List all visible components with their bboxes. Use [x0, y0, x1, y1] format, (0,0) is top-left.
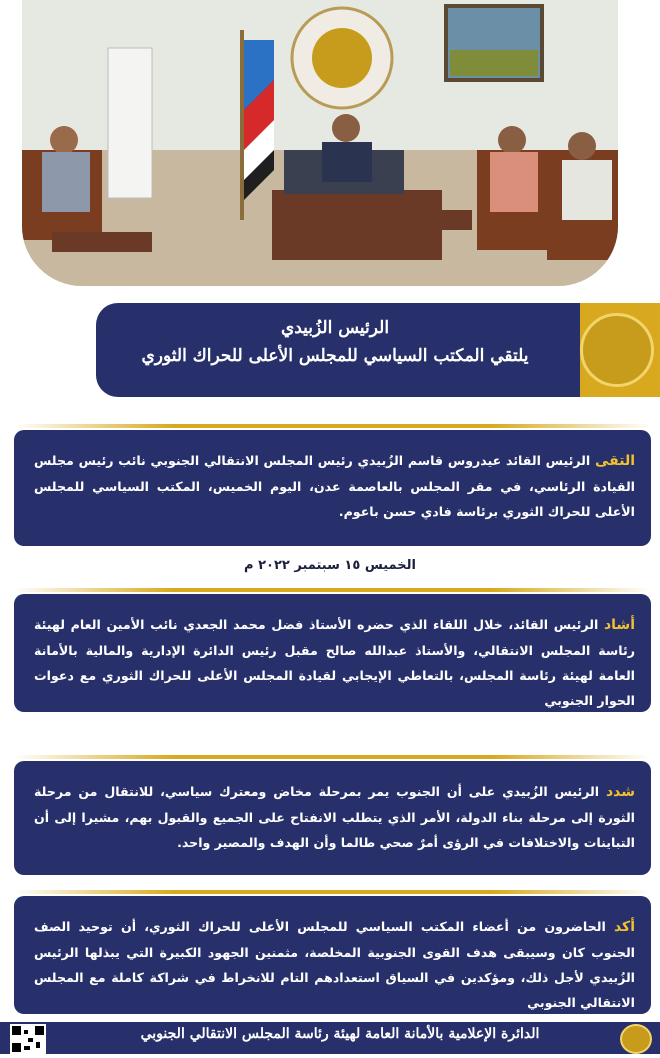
date-line: الخميس ١٥ سبتمبر ٢٠٢٢ م — [244, 558, 416, 573]
title-line2: يلتقي المكتب السياسي للمجلس الأعلى للحراك الثوري — [141, 346, 529, 366]
paragraph-card — [14, 896, 651, 1014]
paragraph-text: الرئيس الزُبيدي على أن الجنوب يمر بمرحلة مخاض ومعترك سياسي، للانتقال من مرحلة الثورة إلى مرحلة بناء الدولة، الأمر الذي يتطلب الانفتاح على الجميع والقبول بهم، مشيرا إلى أن التباينات والاختلافات في الرؤى أمرٌ صحي طالما وأن الهدف والمصير واحد. — [34, 784, 635, 850]
paragraph-lead: التقى — [594, 453, 635, 469]
qr-code-icon — [10, 1024, 46, 1054]
paragraph-lead: شدد — [605, 784, 635, 800]
paragraph-lead: أكد — [613, 919, 635, 935]
council-logo-small — [620, 1024, 652, 1054]
gold-divider — [14, 588, 651, 592]
paragraph-text: الحاضرون من أعضاء المكتب السياسي للمجلس الأعلى للحراك الثوري، أن توحيد الصف الجنوب كان وسيبقى هدف القوى الجنوبية المخلصة، مثمنين الجهود الكبيرة التي يبذلها الرئيس الزُبيدي لأجل ذلك، ومؤكدين في السياق استعدادهم التام للانخراط في شراكة كاملة مع المجلس الانتقالي الجنوبي — [34, 919, 635, 1010]
paragraph-card — [14, 594, 651, 712]
paragraph-card — [14, 430, 651, 546]
title-line1: الرئيس الزُبيدي — [280, 318, 390, 338]
footer-text: الدائرة الإعلامية بالأمانة العامة لهيئة رئاسة المجلس الانتقالي الجنوبي — [140, 1026, 540, 1042]
gold-divider — [14, 755, 651, 759]
council-logo — [580, 313, 654, 387]
paragraph-text: الرئيس القائد عيدروس قاسم الزُبيدي رئيس المجلس الانتقالي الجنوبي نائب رئيس مجلس القيادة الرئاسي، في مقر المجلس بالعاصمة عدن، اليوم الخميس، المكتب السياسي للمجلس الأعلى للحراك الثوري برئاسة فادي حسن باعوم. — [34, 453, 635, 519]
paragraph-text: الرئيس القائد، خلال اللقاء الذي حضره الأستاذ فضل محمد الجعدي نائب الأمين العام لهيئة رئاسة المجلس الانتقالي، والأستاذ عبدالله صالح مقبل رئيس الدائرة الإدارية والمالية بالأمانة العامة لهيئة رئاسة المجلس، بالتعاطي الإيجابي لقيادة المجلس الأعلى للحراك الثوري مع دعوات الحوار الجنوبي — [34, 617, 635, 708]
gold-divider — [14, 890, 651, 894]
paragraph-card — [14, 761, 651, 875]
meeting-photo — [22, 0, 618, 286]
page-title — [110, 314, 560, 366]
paragraph-lead: أشاد — [603, 617, 635, 633]
gold-divider — [14, 424, 651, 428]
